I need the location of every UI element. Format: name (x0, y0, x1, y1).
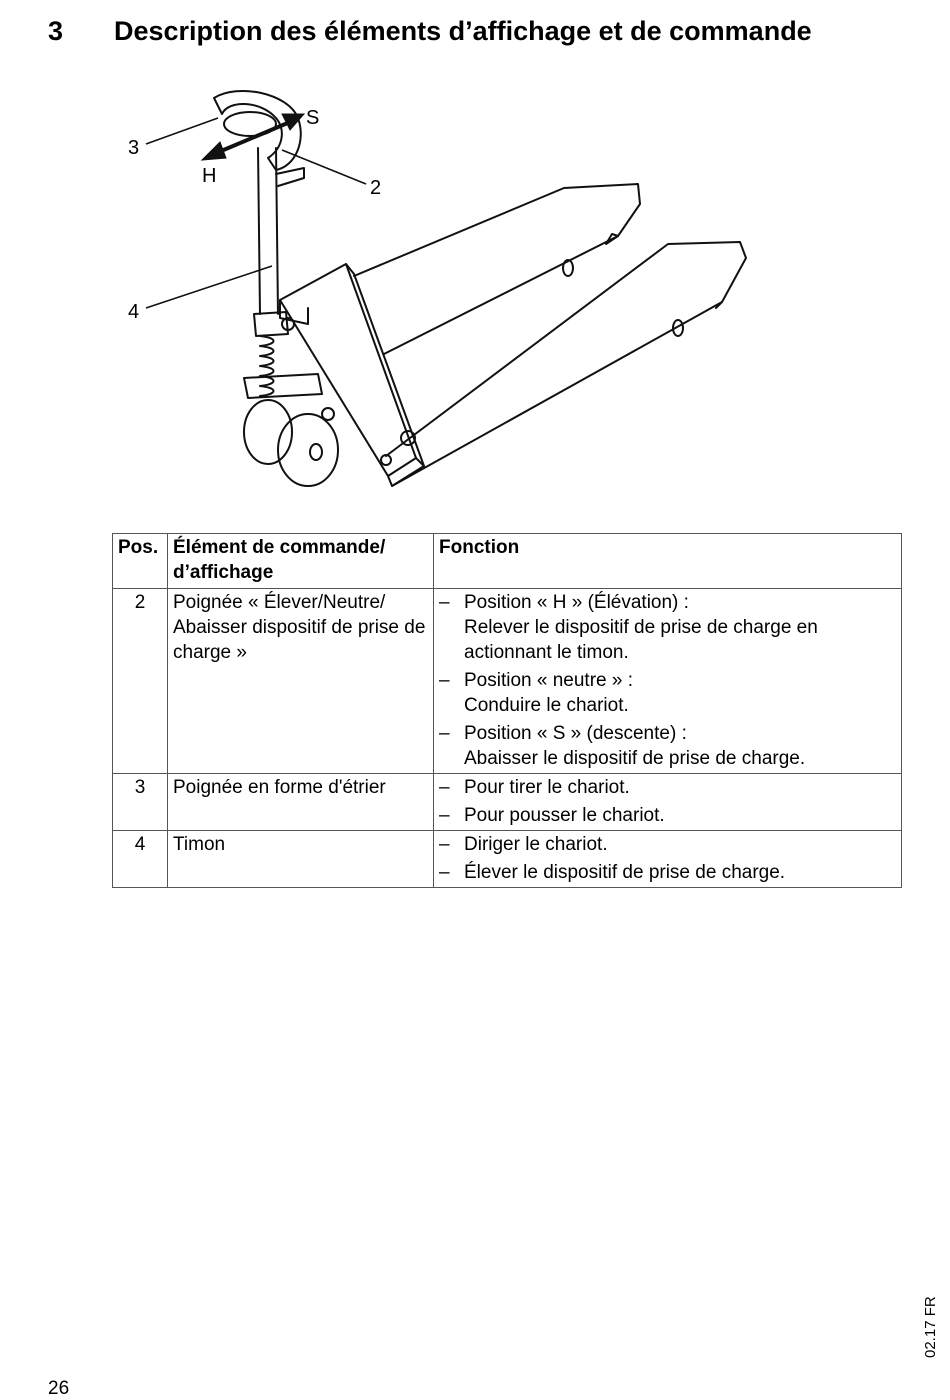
row-functions (434, 589, 902, 774)
table-row (113, 774, 902, 831)
pallet-truck-illustration (118, 78, 758, 498)
leader-2 (282, 150, 366, 184)
table-header-row (113, 534, 902, 589)
row-element: Poignée « Élever/Neutre/ Abaisser dispositif de prise de charge » (168, 589, 434, 774)
callout-4: 4 (128, 301, 140, 323)
leader-4 (146, 266, 272, 308)
leader-3 (146, 118, 218, 144)
section-title: Description des éléments d’affichage et de commande (114, 16, 812, 46)
section-heading (48, 16, 812, 47)
document-code: 02.17 FR (922, 1296, 939, 1358)
row-functions (434, 774, 902, 831)
header-pos: Pos. (113, 534, 168, 589)
header-function: Fonction (434, 534, 902, 589)
list-item: – Position « H » (Élévation) : Relever le dispositif de prise de charge en actionnant le timon. (439, 592, 818, 663)
row-element: Poignée en forme d'étrier (168, 774, 434, 831)
row-pos: 2 (113, 589, 168, 774)
row-pos: 3 (113, 774, 168, 831)
spring (260, 336, 274, 396)
fork-right (386, 242, 746, 486)
callout-h: H (202, 165, 217, 187)
section-number: 3 (48, 16, 64, 46)
page-number: 26 (48, 1378, 70, 1399)
rear-wheel (244, 400, 292, 464)
callout-3: 3 (128, 137, 140, 159)
list-item: – Position « neutre » : Conduire le chariot. (439, 670, 633, 716)
list-item: – Diriger le chariot. (439, 834, 608, 855)
drawbar (258, 148, 278, 314)
row-functions (434, 831, 902, 888)
list-item: – Position « S » (descente) : Abaisser le dispositif de prise de charge. (439, 723, 806, 769)
list-item: – Élever le dispositif de prise de charge. (439, 862, 786, 883)
callout-s: S (306, 107, 320, 129)
header-element: Élément de commande/ d’affichage (168, 534, 434, 589)
callout-2: 2 (370, 177, 382, 199)
row-element: Timon (168, 831, 434, 888)
fork-left (354, 184, 640, 354)
table-row (113, 589, 902, 774)
list-item: – Pour pousser le chariot. (439, 805, 665, 826)
chassis (280, 264, 416, 476)
controls-table (112, 533, 902, 888)
list-item: – Pour tirer le chariot. (439, 777, 630, 798)
row-pos: 4 (113, 831, 168, 888)
table-row (113, 831, 902, 888)
